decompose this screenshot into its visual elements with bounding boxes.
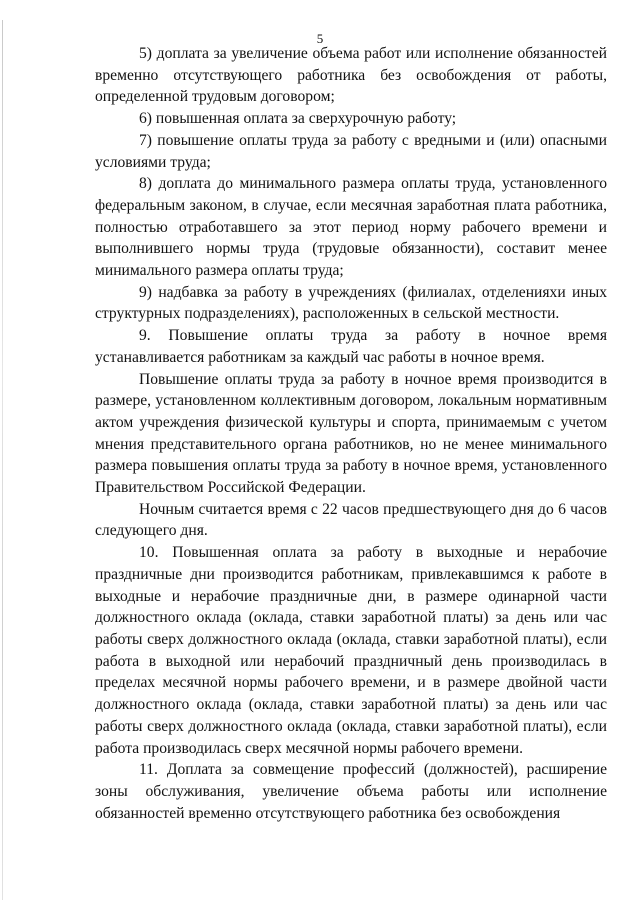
list-item-8: 8) доплата до минимального размера оплаты труда, установленного федеральным законом, в случае, если месячная заработная плата работника, полностью отработавшего за этот период норму рабочего времени и выполнившего нормы труда (трудовые обязанности), составит менее минимального размера оплаты труда;: [95, 175, 607, 280]
list-item-9: 9) надбавка за работу в учреждениях (филиалах, отделенияхи иных структурных подразделениях), расположенных в сельской местности.: [95, 283, 607, 323]
clause-10: 10. Повышенная оплата за работу в выходные и нерабочие праздничные дни производится работникам, привлекавшимся к работе в выходные и нерабочие праздничные дни, в размере одинарной части должностного оклада (оклада, ставки заработной платы) за день или час работы сверх должностного оклада (оклада, ставки заработной платы), если работа в выходной или нерабочий праздничный день производилась в пределах месячной нормы рабочего времени, и в размере двойной части должностного оклада (оклада, ставки заработной платы) за день или час работы сверх должностного оклада (оклада, ставки заработной платы), если работа производилась сверх месячной нормы рабочего времени.: [95, 544, 607, 757]
clause-9-night-pay-size: Повышение оплаты труда за работу в ночное время производится в размере, установленном коллективным договором, локальным нормативным актом учреждения физической культуры и спорта, принимаемым с учетом мнения представительного органа работников, но не менее минимального размера повышения оплаты труда за работу в ночное время, установленного Правительством Российской Федерации.: [95, 370, 607, 497]
clause-9: 9. Повышение оплаты труда за работу в ночное время устанавливается работникам за каждый час работы в ночное время.: [95, 327, 607, 366]
scan-edge: [2, 20, 3, 900]
list-item-5: 5) доплата за увеличение объема работ или исполнение обязанностей временно отсутствующего работника без освобождения от работы, определенной трудовым договором;: [95, 45, 607, 106]
list-item-7: 7) повышение оплаты труда за работу с вредными и (или) опасными условиями труда;: [95, 131, 607, 171]
clause-11: 11. Доплата за совмещение профессий (должностей), расширение зоны обслуживания, увеличение объема работы или исполнение обязанностей временно отсутствующего работника без освобождения: [95, 761, 607, 822]
document-body: [95, 43, 607, 824]
list-item-6: 6) повышенная оплата за сверхурочную работу;: [139, 110, 457, 128]
page-number: 5: [316, 31, 324, 46]
clause-9-night-hours: Ночным считается время с 22 часов предшествующего дня до 6 часов следующего дня.: [95, 500, 607, 540]
